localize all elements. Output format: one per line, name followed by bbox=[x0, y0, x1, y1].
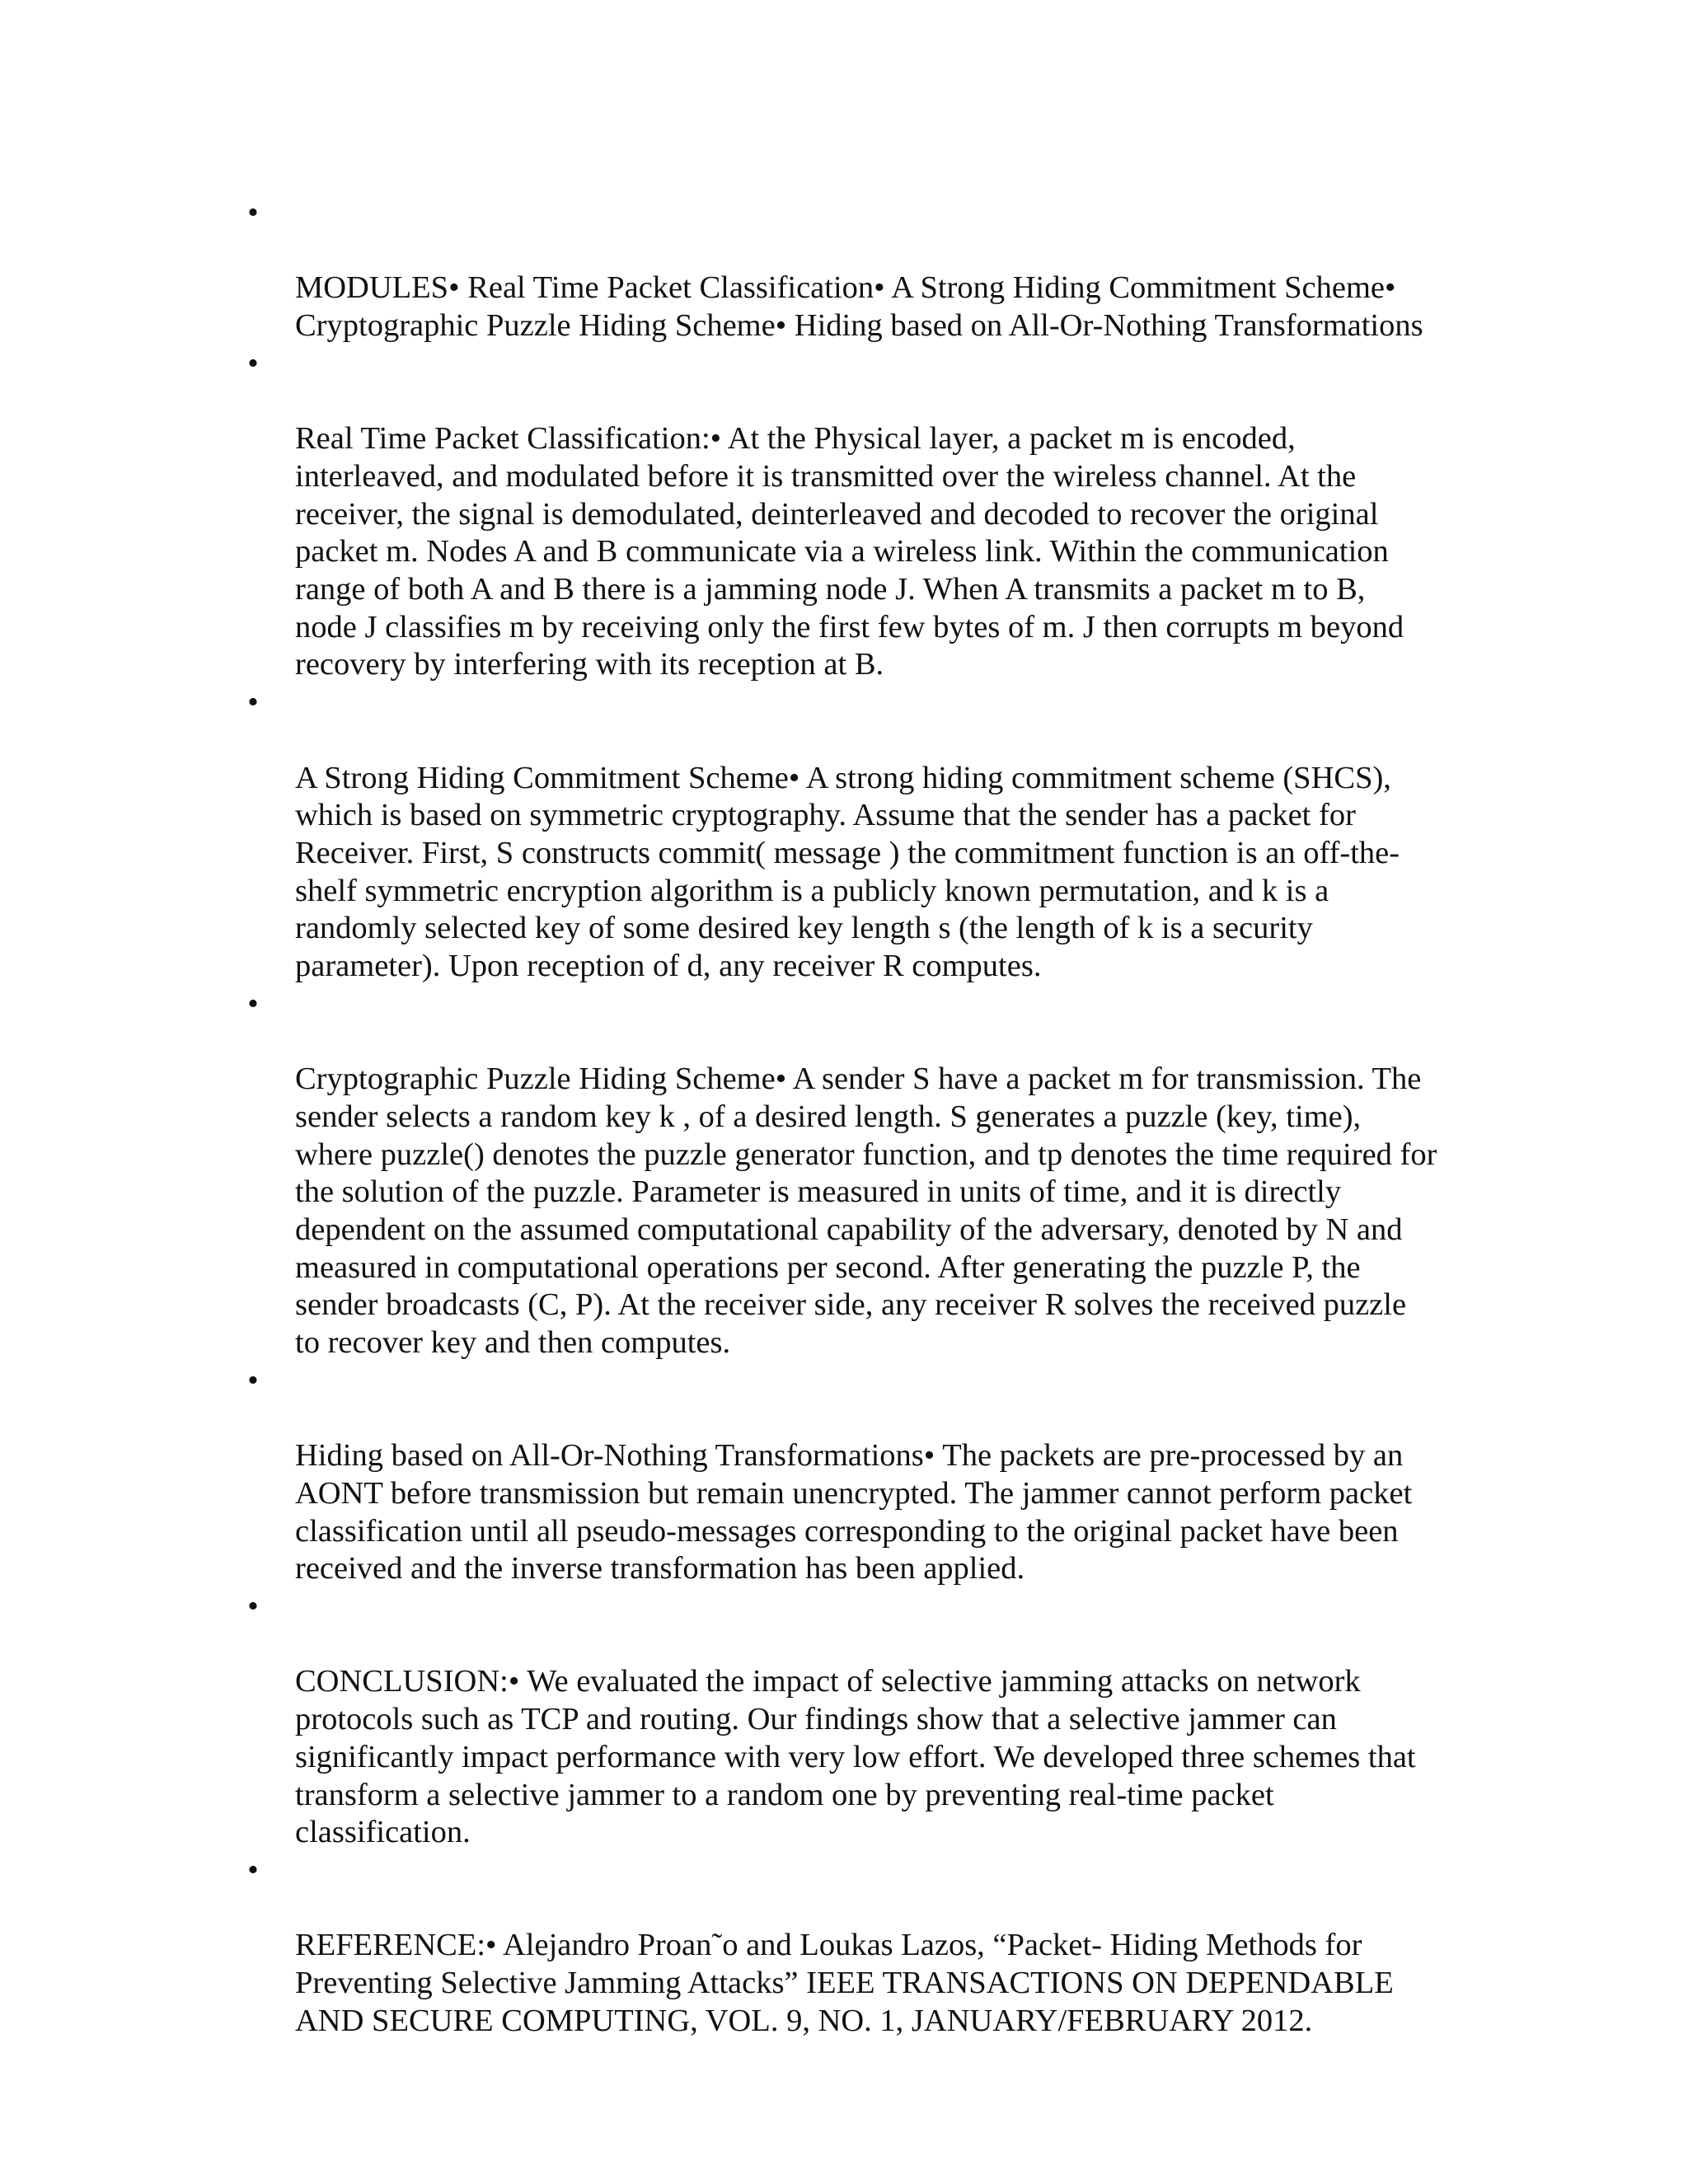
list-item-text: MODULES• Real Time Packet Classification• A Strong Hiding Commitment Scheme• Cryptographic Puzzle Hiding Scheme• Hiding based on All-Or-Nothing Transformations bbox=[295, 270, 1423, 344]
list-item-strong-hiding-commitment-scheme bbox=[241, 684, 1489, 986]
bullet-point: • bbox=[247, 986, 259, 1021]
bullet-point: • bbox=[247, 685, 259, 720]
list-item-cryptographic-puzzle-hiding-scheme bbox=[241, 986, 1489, 1362]
bullet-point: • bbox=[247, 1852, 259, 1887]
list-item-modules bbox=[241, 194, 1489, 345]
bullet-point: • bbox=[247, 195, 259, 230]
list-item-reference bbox=[241, 1852, 1489, 2041]
list-item-text: CONCLUSION:• We evaluated the impact of selective jamming attacks on network protocols such as TCP and routing. Our findings show that a selective jammer can significantly impact performance with very low effort. We developed three schemes that transform a selective jammer to a random one by preventing real-time packet classification. bbox=[295, 1664, 1416, 1850]
list-item-text: REFERENCE:• Alejandro Proan˜o and Loukas Lazos, “Packet- Hiding Methods for Preventing Selective Jamming Attacks” IEEE TRANSACTIONS ON DEPENDABLE AND SECURE COMPUTING, VOL. 9, NO. 1, JANUARY/FEBRUARY 2012. bbox=[295, 1928, 1394, 2038]
bullet-list bbox=[241, 194, 1489, 2040]
list-item-text: Real Time Packet Classification:• At the Physical layer, a packet m is encoded, interleaved, and modulated before it is transmitted over the wireless channel. At the receiver, the signal is demodulated, deinterleaved and decoded to recover the original packet m. Nodes A and B communicate via a wireless link. Within the communication range of both A and B there is a jamming node J. When A transmits a packet m to B, node J classifies m by receiving only the first few bytes of m. J then corrupts m beyond recovery by interfering with its reception at B. bbox=[295, 421, 1404, 682]
list-item-text: Cryptographic Puzzle Hiding Scheme• A sender S have a packet m for transmission. The sender selects a random key k , of a desired length. S generates a puzzle (key, time), where puzzle() denotes the puzzle generator function, and tp denotes the time required for the solution of the puzzle. Parameter is measured in units of time, and it is directly dependent on the assumed computational capability of the adversary, denoted by N and measured in computational operations per second. After generating the puzzle P, the sender broadcasts (C, P). At the receiver side, any receiver R solves the received puzzle to recover key and then computes. bbox=[295, 1062, 1437, 1361]
list-item-text: A Strong Hiding Commitment Scheme• A strong hiding commitment scheme (SHCS), which is based on symmetric cryptography. Assume that the sender has a packet for Receiver. First, S constructs commit( message ) the commitment function is an off-the- shelf symmetric encryption algorithm is a publicly known permutation, and k is a randomly selected key of some desired key length s (the length of k is a security parameter). Upon reception of d, any receiver R computes. bbox=[295, 760, 1400, 984]
bullet-point: • bbox=[247, 1589, 259, 1624]
list-item-conclusion bbox=[241, 1588, 1489, 1852]
bullet-point: • bbox=[247, 1362, 259, 1398]
list-item-real-time-packet-classification bbox=[241, 345, 1489, 684]
bullet-point: • bbox=[247, 345, 259, 381]
list-item-all-or-nothing-transformations bbox=[241, 1362, 1489, 1588]
list-item-text: Hiding based on All-Or-Nothing Transformations• The packets are pre-processed by an AONT before transmission but remain unencrypted. The jammer cannot perform packet classification until all pseudo-messages corresponding to the original packet have been received and the inverse transformation has been applied. bbox=[295, 1438, 1413, 1586]
